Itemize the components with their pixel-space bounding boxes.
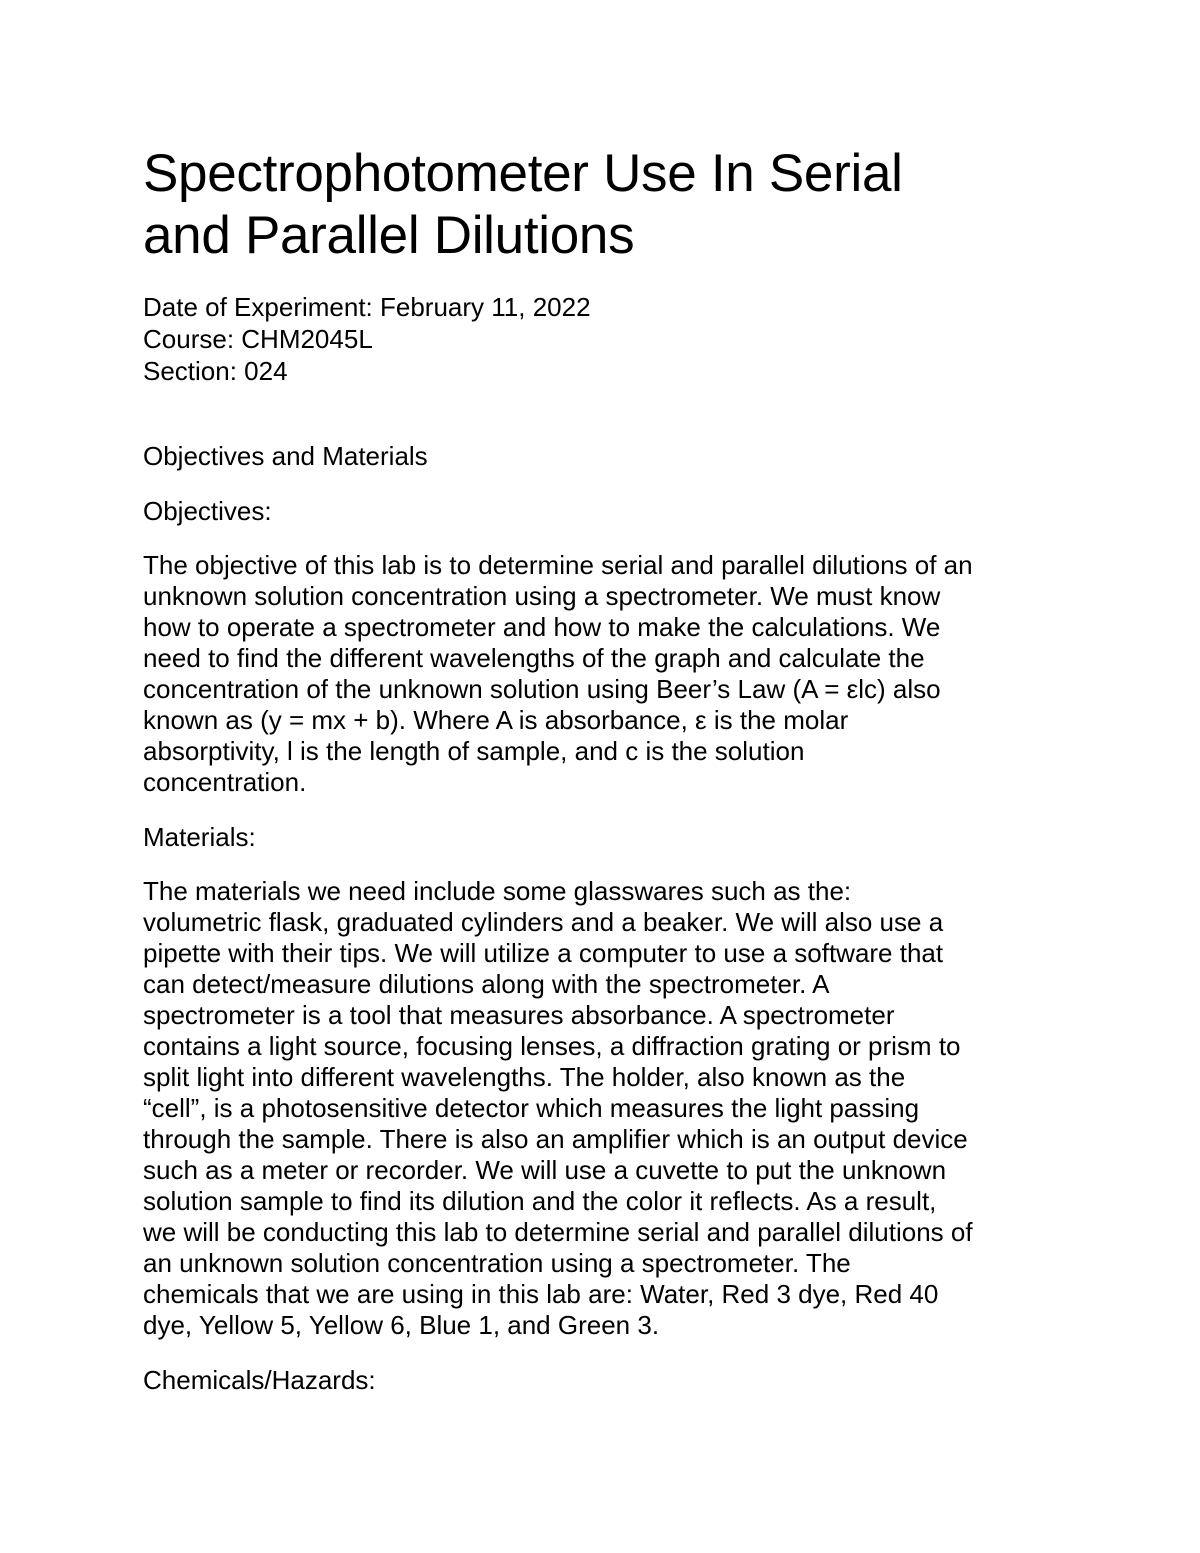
objectives-paragraph: The objective of this lab is to determine serial and parallel dilutions of an unknown solution concentration using a spectrometer. We must know how to operate a spectrometer and how to make the calculations. We need to find the different wavelengths of the graph and calculate the concentration of the unknown solution using Beer’s Law (A = εlc) also known as (y = mx + b). Where A is absorbance, ε is the molar absorptivity, l is the length of sample, and c is the solution concentration. xyxy=(143,550,973,797)
section-label: Section: 024 xyxy=(143,356,288,386)
document-title-line-1: Spectrophotometer Use In Serial xyxy=(143,144,903,203)
document-title-line-2: and Parallel Dilutions xyxy=(143,206,635,265)
experiment-info xyxy=(143,291,1073,387)
course-label: Course: CHM2045L xyxy=(143,324,373,354)
objectives-and-materials-heading: Objectives and Materials xyxy=(143,441,428,471)
materials-paragraph: The materials we need include some glasswares such as the: volumetric flask, graduated cylinders and a beaker. We will also use a pipette with their tips. We will utilize a computer to use a software that can detect/measure dilutions along with the spectrometer. A spectrometer is a tool that measures absorbance. A spectrometer contains a light source, focusing lenses, a diffraction grating or prism to split light into different wavelengths. The holder, also known as the “cell”, is a photosensitive detector which measures the light passing through the sample. There is also an amplifier which is an output device such as a meter or recorder. We will use a cuvette to put the unknown solution sample to find its dilution and the color it reflects. As a result, we will be conducting this lab to determine serial and parallel dilutions of an unknown solution concentration using a spectrometer. The chemicals that we are using in this lab are: Water, Red 3 dye, Red 40 dye, Yellow 5, Yellow 6, Blue 1, and Green 3. xyxy=(143,876,973,1340)
objectives-heading: Objectives: xyxy=(143,496,272,526)
document-title xyxy=(143,143,1073,267)
document-page xyxy=(143,143,1073,1419)
materials-heading: Materials: xyxy=(143,822,256,852)
chemicals-hazards-heading: Chemicals/Hazards: xyxy=(143,1365,376,1395)
experiment-date: Date of Experiment: February 11, 2022 xyxy=(143,292,591,322)
